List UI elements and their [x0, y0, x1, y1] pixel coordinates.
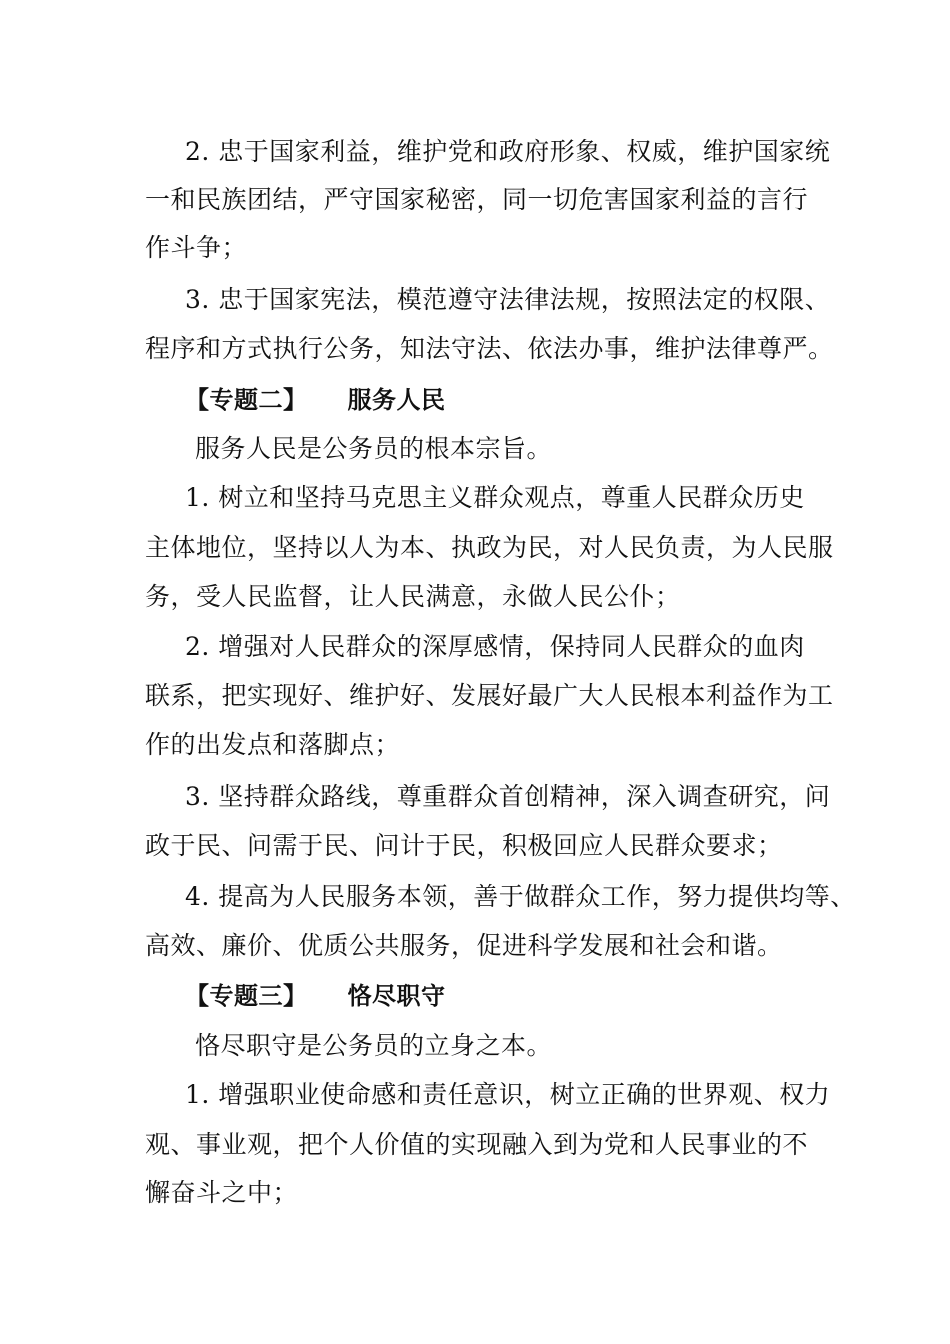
paragraph-line: 作斗争；	[145, 233, 248, 262]
paragraph-line: 恪尽职守是公务员的立身之本。	[195, 1031, 553, 1060]
paragraph-line: 4. 提高为人民服务本领，善于做群众工作，努力提供均等、	[185, 882, 856, 911]
section-heading-title: 服务人民	[347, 386, 446, 414]
paragraph-line: 联系，把实现好、维护好、发展好最广大人民根本利益作为工	[145, 681, 834, 710]
section-heading-title: 恪尽职守	[347, 982, 446, 1010]
paragraph-line: 务，受人民监督，让人民满意，永做人民公仆；	[145, 582, 681, 611]
paragraph-line: 1. 增强职业使命感和责任意识，树立正确的世界观、权力	[185, 1080, 831, 1109]
paragraph-line: 主体地位，坚持以人为本、执政为民，对人民负责，为人民服	[145, 533, 834, 562]
paragraph-line: 观、事业观，把个人价值的实现融入到为党和人民事业的不	[145, 1130, 809, 1159]
paragraph-line: 1. 树立和坚持马克思主义群众观点，尊重人民群众历史	[185, 483, 805, 512]
paragraph-line: 懈奋斗之中；	[145, 1178, 299, 1207]
paragraph-line: 作的出发点和落脚点；	[145, 730, 401, 759]
section-heading-tag: 【专题二】	[185, 386, 308, 414]
paragraph-line: 2. 增强对人民群众的深厚感情，保持同人民群众的血肉	[185, 632, 805, 661]
paragraph-line: 一和民族团结，严守国家秘密，同一切危害国家利益的言行	[145, 185, 809, 214]
paragraph-line: 2. 忠于国家利益，维护党和政府形象、权威，维护国家统	[185, 137, 831, 166]
paragraph-line: 服务人民是公务员的根本宗旨。	[195, 434, 553, 463]
paragraph-line: 3. 忠于国家宪法，模范遵守法律法规，按照法定的权限、	[185, 285, 831, 314]
paragraph-line: 程序和方式执行公务，知法守法、依法办事，维护法律尊严。	[145, 334, 834, 363]
paragraph-line: 高效、廉价、优质公共服务，促进科学发展和社会和谐。	[145, 931, 783, 960]
paragraph-line: 3. 坚持群众路线，尊重群众首创精神，深入调查研究，问	[185, 782, 831, 811]
paragraph-line: 政于民、问需于民、问计于民，积极回应人民群众要求；	[145, 831, 783, 860]
section-heading	[185, 383, 446, 417]
section-heading	[185, 979, 446, 1013]
section-heading-tag: 【专题三】	[185, 982, 308, 1010]
